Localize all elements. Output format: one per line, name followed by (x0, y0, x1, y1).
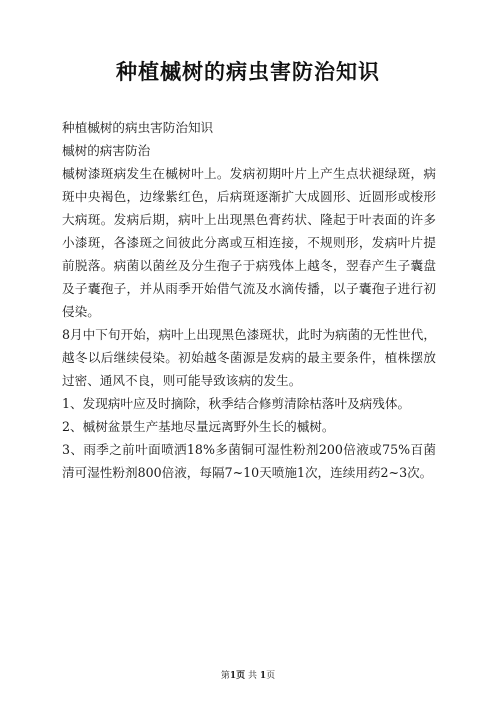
footer-page-suffix: 页 (236, 671, 246, 681)
footer-total-label: 共 (248, 671, 258, 681)
page-footer (0, 670, 496, 682)
control-measure-2: 2、槭树盆景生产基地尽量远离野外生长的槭树。 (62, 419, 335, 434)
footer-total-pages: 1 (259, 671, 267, 681)
subtitle-line: 种植槭树的病虫害防治知识 (62, 120, 214, 135)
control-measure-3: 3、雨季之前叶面喷洒18%多菌铜可湿性粉剂200倍液或75%百菌清可湿性粉剂800倍液，每隔7~10天喷施1次，连续用药2~3次。 (62, 442, 436, 480)
footer-current-page: 1 (229, 671, 237, 681)
footer-total-suffix: 页 (266, 671, 276, 681)
section-heading: 槭树的病害防治 (62, 143, 151, 158)
control-measure-1: 1、发现病叶应及时摘除，秋季结合修剪清除枯落叶及病残体。 (62, 396, 411, 411)
paragraph-infection-timing: 8月中下旬开始，病叶上出现黑色漆斑状，此时为病菌的无性世代，越冬以后继续侵染。初始越冬菌源是发病的最主要条件，植株摆放过密、通风不良，则可能导致该病的发生。 (62, 327, 436, 388)
document-body (62, 116, 436, 484)
paragraph-disease-description: 槭树漆斑病发生在槭树叶上。发病初期叶片上产生点状褪绿斑，病斑中央褐色，边缘紫红色，后病斑逐渐扩大成圆形、近圆形或梭形大病斑。发病后期，病叶上出现黑色膏药状、隆起于叶表面的许多小漆斑，各漆斑之间彼此分离或互相连接，不规则形，发病叶片提前脱落。病菌以菌丝及分生孢子于病残体上越冬，翌春产生子囊盘及子囊孢子，并从雨季开始借气流及水滴传播，以子囊孢子进行初侵染。 (62, 166, 436, 319)
footer-prefix: 第 (220, 671, 230, 681)
document-title: 种植槭树的病虫害防治知识 (116, 60, 380, 84)
